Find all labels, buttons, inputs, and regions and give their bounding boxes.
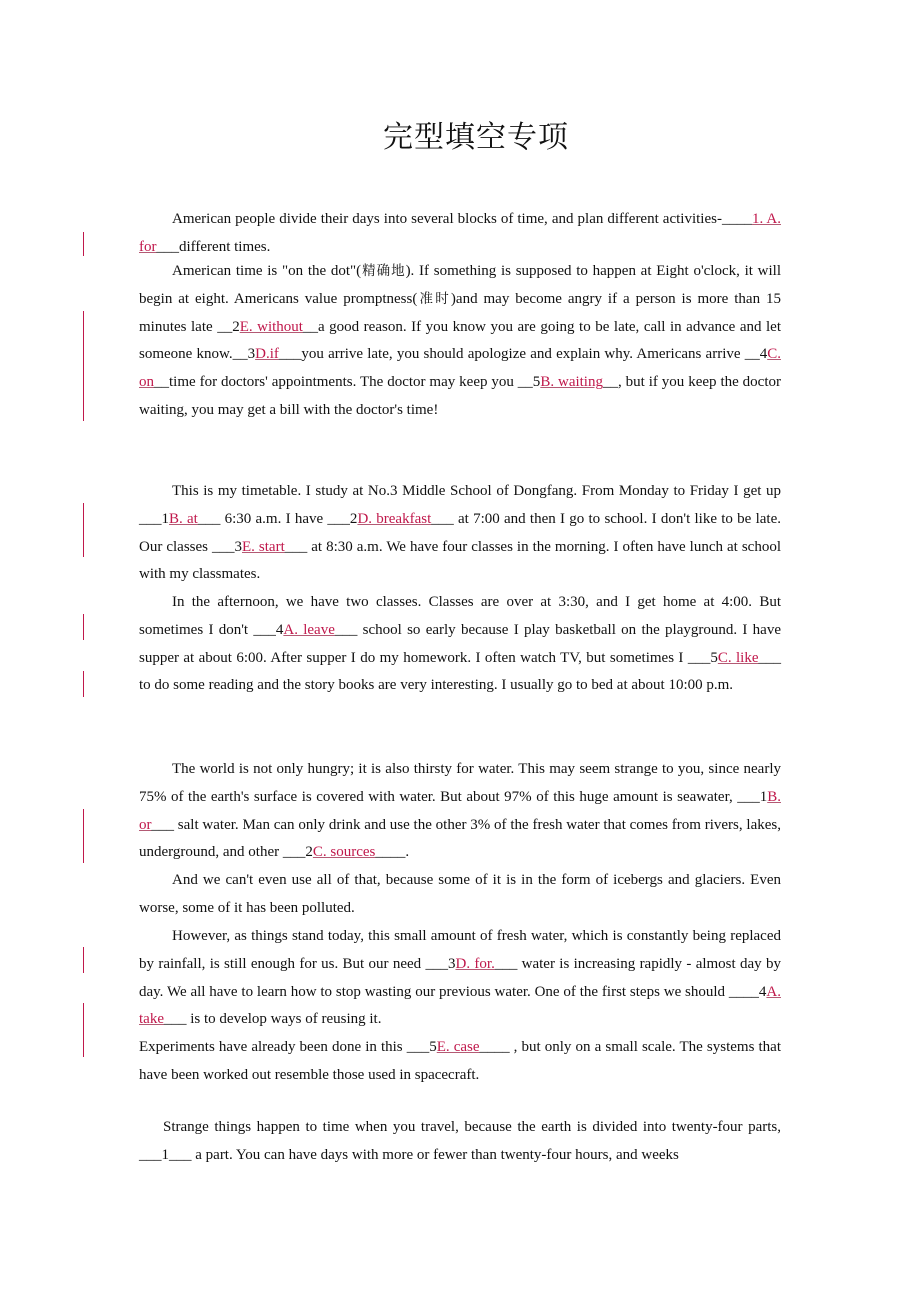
text: And we can't even use all of that, because some of it is in the form of icebergs and glaciers. Even worse, some of it has been polluted. [139, 872, 781, 916]
revision-mark [83, 614, 84, 640]
passage-1-paragraph-1 [139, 206, 781, 262]
answer-blank-2: C. sources [312, 844, 376, 861]
answer-blank-4: A. take [139, 983, 781, 1028]
text: Experiments have already been done in this ___5 [139, 1039, 437, 1055]
text: ____. [375, 844, 410, 861]
chinese-gloss: 精确地 [361, 263, 406, 279]
passage-3-paragraph-1 [139, 756, 781, 867]
text: ___ school so early because I play basketball on the playground. I have supper at about 6:00. After supper I do my homework. I often watch TV, but sometimes I ___5 [139, 621, 781, 666]
text: )and may become angry if a person is more than 15 minutes late __2 [139, 290, 782, 335]
text: ___ salt water. Man can only drink and use the other 3% of the fresh water that comes from rivers, lakes, underground, and other ___2 [139, 816, 781, 861]
passage-2-paragraph-1 [139, 478, 781, 589]
answer-blank-5: E. case [436, 1039, 480, 1055]
passage-3-paragraph-2 [139, 867, 781, 923]
answer-blank-2: D. breakfast [357, 510, 432, 527]
text: American time is "on the dot"( [172, 263, 362, 279]
answer-blank-3: D.if [255, 346, 279, 363]
text: However, as things stand today, this small amount of fresh water, which is constantly being replaced by rainfall, is still enough for us. But our need ___3 [139, 928, 781, 972]
text: ____ , but only on a small scale. The systems that have been worked out resemble those used in spacecraft. [139, 1039, 782, 1083]
answer-blank-1: B. at [169, 510, 198, 527]
text: Strange things happen to time when you travel, because the earth is divided into twenty-four parts, ___1___ a part. You can have days with more or fewer than twenty-four hours, and weeks [139, 1119, 781, 1163]
text: ___ to do some reading and the story books are very interesting. I usually go to bed at about 10:00 p.m. [139, 649, 781, 694]
answer-blank-2: E. without [239, 318, 303, 335]
text: ). If something is supposed to happen at Eight o'clock, it will begin at eight. Americans value promptness( [139, 263, 782, 307]
text: __a good reason. If you know you are going to be late, call in advance and let someone know.__3 [139, 318, 782, 363]
answer-blank-3: E. start [242, 538, 285, 555]
text: ___ is to develop ways of reusing it. [163, 1011, 382, 1028]
text: This is my timetable. I study at No.3 Middle School of Dongfang. From Monday to Friday I get up ___1 [139, 483, 781, 527]
text: ___ at 8:30 a.m. We have four classes in the morning. I often have lunch at school with my classmates. [139, 538, 781, 583]
answer-blank-3: D. for. [455, 955, 495, 972]
revision-mark [83, 947, 84, 973]
revision-mark [83, 1003, 84, 1057]
text: ___you arrive late, you should apologize and explain why. Americans arrive __4 [278, 346, 768, 363]
chinese-gloss: 准时 [417, 290, 451, 307]
page-title: 完型填空专项 [383, 120, 569, 155]
passage-1-paragraph-2 [139, 258, 781, 425]
passage-2-paragraph-2 [139, 589, 781, 700]
passage-3-paragraph-3 [139, 923, 781, 1034]
answer-blank-1: B. or [139, 788, 781, 833]
revision-mark [83, 809, 84, 863]
revision-mark [83, 232, 84, 256]
text: ___different times. [156, 238, 271, 255]
answer-blank-1: 1. A. for [139, 211, 781, 255]
answer-blank-4: A. leave [283, 621, 335, 638]
text: ___ 6:30 a.m. I have ___2 [197, 510, 358, 527]
text: ___ water is increasing rapidly - almost day by day. We all have to learn how to stop wasting our previous water. One of the first steps we should ____4 [139, 955, 781, 1000]
revision-mark [83, 503, 84, 557]
text: The world is not only hungry; it is also thirsty for water. This may seem strange to you, since nearly 75% of the earth's surface is covered with water. But about 97% of this huge amount is seawater, ___1 [139, 761, 781, 805]
text: ___ at 7:00 and then I go to school. I don't like to be late. Our classes ___3 [139, 510, 781, 555]
text: __, but if you keep the doctor waiting, you may get a bill with the doctor's time! [139, 374, 782, 418]
passage-4-paragraph-1 [139, 1114, 781, 1170]
revision-mark [83, 671, 84, 697]
passage-3-paragraph-4 [139, 1034, 781, 1090]
text: American people divide their days into several blocks of time, and plan different activities-____ [172, 211, 752, 227]
answer-blank-4: C. on [139, 346, 781, 391]
text: __time for doctors' appointments. The doctor may keep you __5 [154, 374, 541, 391]
answer-blank-5: C. like [717, 649, 759, 666]
answer-blank-5: B. waiting [540, 374, 603, 391]
revision-mark [83, 311, 84, 421]
text: In the afternoon, we have two classes. Classes are over at 3:30, and I get home at 4:00. But sometimes I don't ___4 [139, 594, 781, 638]
